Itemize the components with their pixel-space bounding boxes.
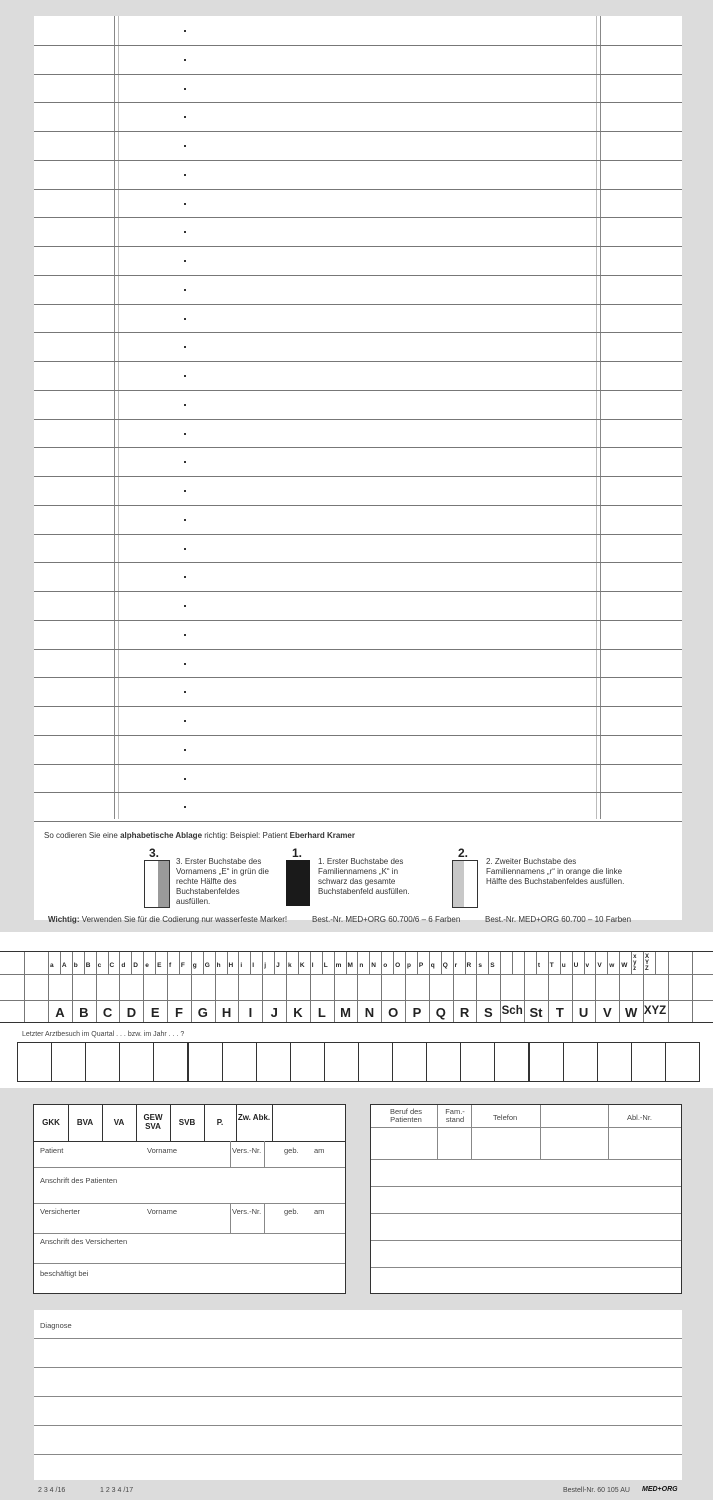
small-letter-cell: S xyxy=(490,962,495,969)
ruled-line xyxy=(34,649,682,650)
famstand-label: Fam.- stand xyxy=(445,1107,465,1124)
ruled-line xyxy=(34,102,682,103)
strip-divider xyxy=(655,952,656,974)
abl-label: Abl.-Nr. xyxy=(627,1113,653,1122)
step-1-text: 1. Erster Buchstabe des Familiennamens „K“ in schwarz das gesamte Buchstabenfeld ausfüllen. xyxy=(318,857,410,896)
ruled-sheet xyxy=(34,16,682,920)
ruled-line xyxy=(34,735,682,736)
small-letter-cell: d xyxy=(121,962,126,969)
ruled-line xyxy=(34,677,682,678)
insurance-type-0[interactable]: GKK xyxy=(42,1118,60,1127)
small-letter-cell: s xyxy=(478,962,483,969)
visit-cell[interactable] xyxy=(494,1042,529,1082)
ruled-line xyxy=(34,476,682,477)
row-dot xyxy=(184,548,186,550)
insurance-box xyxy=(33,1104,346,1294)
small-letter-cell: b xyxy=(73,962,78,969)
strip-divider xyxy=(119,975,120,1022)
insured-am-label: am xyxy=(314,1207,325,1216)
telefon-label: Telefon xyxy=(493,1113,518,1122)
strip-divider xyxy=(536,952,537,974)
row-dot xyxy=(184,116,186,118)
strip-divider xyxy=(191,975,192,1022)
big-letter-cell: St xyxy=(529,1005,543,1020)
visit-cell[interactable] xyxy=(85,1042,120,1082)
small-letter-cell: M xyxy=(347,962,353,969)
strip-divider xyxy=(429,975,430,1022)
strip-divider xyxy=(143,952,144,974)
patient-address-label: Anschrift des Patienten xyxy=(40,1176,118,1185)
big-letter-cell: P xyxy=(412,1005,422,1020)
strip-divider xyxy=(310,952,311,974)
strip-divider xyxy=(310,975,311,1022)
small-letter-cell: u xyxy=(561,962,566,969)
row-dot xyxy=(184,461,186,463)
strip-divider xyxy=(215,952,216,974)
big-letter-cell: H xyxy=(221,1005,232,1020)
big-letter-cell: I xyxy=(248,1005,253,1020)
step-3-text: 3. Erster Buchstabe des Vornamens „E“ in grün die rechte Hälfte des Buchstabenfeldes ausfüllen. xyxy=(176,857,269,906)
small-letter-cell: n xyxy=(359,962,364,969)
visit-cell[interactable] xyxy=(631,1042,666,1082)
strip-divider xyxy=(48,952,49,974)
strip-divider xyxy=(381,952,382,974)
visit-cell[interactable] xyxy=(460,1042,495,1082)
small-letter-cell: f xyxy=(169,962,172,969)
small-letter-cell: l xyxy=(311,962,314,969)
order-number-6: Best.-Nr. MED+ORG 60.700/6 – 6 Farben xyxy=(312,915,461,924)
strip-divider xyxy=(238,975,239,1022)
order-number-10: Best.-Nr. MED+ORG 60.700 – 10 Farben xyxy=(485,915,632,924)
strip-divider xyxy=(668,952,669,1022)
row-dot xyxy=(184,576,186,578)
row-dot xyxy=(184,318,186,320)
visit-cell[interactable] xyxy=(426,1042,461,1082)
row-dot xyxy=(184,490,186,492)
small-letter-cell: c xyxy=(97,962,102,969)
column-divider-right-2 xyxy=(600,16,601,819)
geb-label: geb. xyxy=(284,1146,299,1155)
instruction-line: So codieren Sie eine alphabetische Ablage richtig: Beispiel: Patient Eberhard Kramer xyxy=(44,831,355,840)
row-dot xyxy=(184,605,186,607)
strip-divider xyxy=(500,975,501,1022)
big-letter-cell: O xyxy=(388,1005,399,1020)
strip-divider xyxy=(560,952,561,974)
step-2-text: 2. Zweiter Buchstabe des Familiennamens „r“ in orange die linke Hälfte des Buchstabenfeldes ausfüllen. xyxy=(486,857,625,886)
strip-divider xyxy=(572,952,573,974)
small-letter-cell: X Y Z xyxy=(645,954,650,972)
row-dot xyxy=(184,720,186,722)
small-letter-cell: T xyxy=(549,962,554,969)
small-letter-cell: p xyxy=(407,962,411,969)
small-letter-cell: o xyxy=(383,962,388,969)
small-letter-cell: U xyxy=(573,962,579,969)
visit-cell[interactable] xyxy=(563,1042,598,1082)
small-letter-cell: q xyxy=(430,962,435,969)
strip-divider xyxy=(619,952,620,974)
strip-divider xyxy=(548,975,549,1022)
column-divider-left-2 xyxy=(118,16,119,819)
ruled-line xyxy=(34,189,682,190)
row-dot xyxy=(184,634,186,636)
big-letter-cell: R xyxy=(459,1005,470,1020)
row-dot xyxy=(184,59,186,61)
visit-cell[interactable] xyxy=(51,1042,86,1082)
strip-divider xyxy=(441,952,442,974)
ruled-line xyxy=(34,447,682,448)
strip-divider xyxy=(595,975,596,1022)
big-letter-cell: K xyxy=(293,1005,303,1020)
brand-logo: MED+ORG xyxy=(642,1486,678,1493)
big-letter-cell: U xyxy=(578,1005,589,1020)
footer-years-17: 1 2 3 4 /17 xyxy=(100,1487,134,1494)
small-letter-cell: w xyxy=(609,962,615,969)
strip-divider xyxy=(334,952,335,974)
small-letter-cell: g xyxy=(192,962,197,969)
strip-divider xyxy=(96,952,97,974)
row-dot xyxy=(184,88,186,90)
strip-divider xyxy=(405,952,406,974)
small-letter-cell: J xyxy=(276,962,280,969)
insurance-type-6[interactable]: Zw. Abk. xyxy=(237,1113,271,1122)
insured-versnr-label: Vers.-Nr. xyxy=(232,1207,262,1216)
row-dot xyxy=(184,260,186,262)
step-1-number: 1. xyxy=(292,846,303,860)
row-dot xyxy=(184,375,186,377)
ruled-line xyxy=(34,45,682,46)
step-3-number: 3. xyxy=(149,846,160,860)
strip-divider xyxy=(465,952,466,974)
strip-divider xyxy=(595,952,596,974)
big-letter-cell: A xyxy=(55,1005,65,1020)
row-dot xyxy=(184,806,186,808)
beruf-label: Beruf des Patienten xyxy=(389,1107,423,1124)
strip-divider xyxy=(72,952,73,974)
ruled-line xyxy=(34,706,682,707)
big-letter-cell: XYZ xyxy=(643,1005,667,1017)
visit-cell[interactable] xyxy=(529,1042,564,1082)
small-letter-cell: O xyxy=(395,962,401,969)
visit-cell[interactable] xyxy=(153,1042,188,1082)
strip-divider xyxy=(60,952,61,974)
step-3-swatch xyxy=(144,860,170,908)
big-letter-cell: Sch xyxy=(501,1005,523,1017)
strip-divider xyxy=(476,952,477,974)
ruled-line xyxy=(34,361,682,362)
step-1-swatch xyxy=(286,860,310,906)
strip-divider xyxy=(215,975,216,1022)
strip-divider xyxy=(72,975,73,1022)
strip-divider xyxy=(476,975,477,1022)
step-2-swatch xyxy=(452,860,478,908)
visit-cell[interactable] xyxy=(256,1042,291,1082)
ruled-line xyxy=(34,74,682,75)
ruled-line xyxy=(34,534,682,535)
small-letter-cell: Q xyxy=(442,962,448,969)
strip-divider xyxy=(393,952,394,974)
strip-divider xyxy=(155,952,156,974)
ruled-line xyxy=(34,419,682,420)
strip-divider xyxy=(143,975,144,1022)
small-letter-cell: P xyxy=(418,962,424,969)
row-dot xyxy=(184,404,186,406)
visit-cell[interactable] xyxy=(324,1042,359,1082)
small-letter-cell: I xyxy=(252,962,255,969)
ruled-line xyxy=(34,246,682,247)
row-dot xyxy=(184,433,186,435)
ruled-line xyxy=(34,764,682,765)
small-letter-cell: r xyxy=(454,962,458,969)
small-letter-cell: V xyxy=(597,962,602,969)
strip-divider xyxy=(453,952,454,974)
small-letter-cell: A xyxy=(61,962,67,969)
ruled-line xyxy=(34,131,682,132)
strip-divider xyxy=(619,975,620,1022)
insured-label: Versicherter xyxy=(40,1207,81,1216)
small-letter-cell: h xyxy=(216,962,221,969)
big-letter-cell: S xyxy=(484,1005,493,1020)
big-letter-cell: F xyxy=(175,1005,183,1020)
patient-details-box xyxy=(370,1104,682,1294)
big-letter-cell: B xyxy=(79,1005,89,1020)
visit-cell[interactable] xyxy=(290,1042,325,1082)
important-note: Wichtig: Verwenden Sie für die Codierung nur wasserfeste Marker! xyxy=(48,915,288,924)
ruled-line xyxy=(34,217,682,218)
row-dot xyxy=(184,663,186,665)
strip-divider xyxy=(417,952,418,974)
column-divider-right xyxy=(596,16,597,819)
strip-divider xyxy=(203,952,204,974)
strip-divider xyxy=(548,952,549,974)
big-letter-cell: M xyxy=(340,1005,352,1020)
strip-divider xyxy=(405,975,406,1022)
footer-years-16: 2 3 4 /16 xyxy=(38,1487,66,1494)
small-letter-cell: B xyxy=(85,962,91,969)
big-letter-cell: E xyxy=(150,1005,160,1020)
strip-divider xyxy=(262,975,263,1022)
column-divider-left xyxy=(114,16,115,819)
insurance-type-5[interactable]: P. xyxy=(216,1118,224,1127)
visit-cell[interactable] xyxy=(222,1042,257,1082)
diagnose-box xyxy=(34,1310,682,1480)
big-letter-cell: N xyxy=(364,1005,375,1020)
strip-divider xyxy=(488,952,489,974)
versnr-label: Vers.-Nr. xyxy=(232,1146,262,1155)
big-letter-cell: C xyxy=(102,1005,113,1020)
big-letter-cell: G xyxy=(197,1005,208,1020)
ruled-line xyxy=(34,562,682,563)
small-letter-cell: v xyxy=(585,962,590,969)
strip-divider xyxy=(167,952,168,974)
insurance-type-divider xyxy=(272,1105,273,1141)
strip-divider xyxy=(167,975,168,1022)
insurance-type-1[interactable]: BVA xyxy=(76,1118,94,1127)
insurance-type-2[interactable]: VA xyxy=(113,1118,125,1127)
strip-divider xyxy=(643,952,644,974)
employed-label: beschäftigt bei xyxy=(40,1269,89,1278)
ruled-line xyxy=(34,821,682,822)
big-letter-cell: T xyxy=(555,1005,564,1020)
row-dot xyxy=(184,346,186,348)
strip-divider xyxy=(631,952,632,974)
small-letter-cell: D xyxy=(133,962,138,969)
vorname-label: Vorname xyxy=(147,1146,178,1155)
small-letter-cell: K xyxy=(299,962,305,969)
strip-divider xyxy=(429,952,430,974)
insurance-type-3[interactable]: GEW SVA xyxy=(143,1113,163,1131)
insurance-type-divider xyxy=(236,1105,237,1141)
small-letter-cell: E xyxy=(157,962,162,969)
am-label: am xyxy=(314,1146,325,1155)
diagnose-label: Diagnose xyxy=(40,1321,72,1330)
ruled-line xyxy=(34,390,682,391)
insured-vorname-label: Vorname xyxy=(147,1207,178,1216)
ruled-line xyxy=(34,792,682,793)
strip-divider xyxy=(298,952,299,974)
ruled-line xyxy=(34,275,682,276)
strip-divider xyxy=(179,952,180,974)
visit-cell[interactable] xyxy=(665,1042,700,1082)
small-letter-cell: F xyxy=(180,962,185,969)
strip-divider xyxy=(572,975,573,1022)
strip-divider xyxy=(262,952,263,974)
small-letter-cell: a xyxy=(50,962,54,969)
ruled-line xyxy=(34,160,682,161)
strip-divider xyxy=(500,952,501,974)
strip-divider xyxy=(24,952,25,1022)
strip-divider xyxy=(48,975,49,1022)
row-dot xyxy=(184,749,186,751)
insured-address-label: Anschrift des Versicherten xyxy=(40,1237,128,1246)
strip-divider xyxy=(84,952,85,974)
row-dot xyxy=(184,289,186,291)
strip-divider xyxy=(227,952,228,974)
strip-divider xyxy=(131,952,132,974)
visit-cell[interactable] xyxy=(17,1042,52,1082)
small-letter-cell: i xyxy=(240,962,243,969)
small-letter-cell: W xyxy=(621,962,628,969)
strip-divider xyxy=(250,952,251,974)
visit-cell[interactable] xyxy=(392,1042,427,1082)
small-letter-cell: j xyxy=(264,962,266,969)
small-letter-cell: k xyxy=(288,962,292,969)
strip-divider xyxy=(286,952,287,974)
strip-divider xyxy=(607,952,608,974)
strip-bottom-line xyxy=(0,1022,713,1023)
strip-divider xyxy=(96,975,97,1022)
small-letter-cell: m xyxy=(335,962,342,969)
ruled-line xyxy=(34,332,682,333)
small-letter-cell: L xyxy=(323,962,328,969)
visit-cell[interactable] xyxy=(358,1042,393,1082)
strip-divider xyxy=(524,952,525,974)
insured-geb-label: geb. xyxy=(284,1207,299,1216)
strip-divider xyxy=(524,975,525,1022)
strip-divider xyxy=(692,952,693,1022)
row-dot xyxy=(184,519,186,521)
small-letter-cell: e xyxy=(145,962,149,969)
row-dot xyxy=(184,778,186,780)
row-dot xyxy=(184,30,186,32)
visits-label: Letzter Arztbesuch im Quartal . . . bzw. im Jahr . . . ? xyxy=(22,1031,185,1038)
ruled-line xyxy=(34,620,682,621)
ruled-line xyxy=(34,591,682,592)
strip-divider xyxy=(274,952,275,974)
small-letter-cell: R xyxy=(466,962,472,969)
footer-order-number: Bestell-Nr. 60 105 AU xyxy=(563,1487,630,1494)
strip-divider xyxy=(119,952,120,974)
strip-divider xyxy=(369,952,370,974)
row-dot xyxy=(184,231,186,233)
big-letter-cell: W xyxy=(625,1005,638,1020)
row-dot xyxy=(184,145,186,147)
small-letter-cell: x y z xyxy=(633,954,637,972)
visit-cell[interactable] xyxy=(597,1042,632,1082)
big-letter-cell: J xyxy=(270,1005,278,1020)
strip-divider xyxy=(357,975,358,1022)
small-letter-cell: C xyxy=(109,962,115,969)
small-letter-cell: G xyxy=(204,962,210,969)
big-letter-cell: Q xyxy=(435,1005,446,1020)
strip-divider xyxy=(346,952,347,974)
row-dot xyxy=(184,691,186,693)
strip-divider xyxy=(238,952,239,974)
ruled-line xyxy=(34,505,682,506)
small-letter-cell: t xyxy=(537,962,541,969)
small-letter-cell: N xyxy=(371,962,376,969)
big-letter-cell: V xyxy=(603,1005,612,1020)
strip-divider xyxy=(334,975,335,1022)
strip-divider xyxy=(322,952,323,974)
strip-divider xyxy=(357,952,358,974)
strip-divider xyxy=(286,975,287,1022)
row-dot xyxy=(184,174,186,176)
visit-cell[interactable] xyxy=(188,1042,223,1082)
patient-label: Patient xyxy=(40,1146,64,1155)
strip-divider xyxy=(108,952,109,974)
strip-divider xyxy=(191,952,192,974)
visit-cell[interactable] xyxy=(119,1042,154,1082)
step-2-number: 2. xyxy=(458,846,469,860)
ruled-line xyxy=(34,304,682,305)
strip-divider xyxy=(453,975,454,1022)
strip-divider xyxy=(512,952,513,974)
strip-divider xyxy=(643,975,644,1022)
strip-divider xyxy=(381,975,382,1022)
small-letter-cell: H xyxy=(228,962,234,969)
insurance-type-4[interactable]: SVB xyxy=(178,1118,196,1127)
row-dot xyxy=(184,203,186,205)
big-letter-cell: D xyxy=(126,1005,137,1020)
big-letter-cell: L xyxy=(317,1005,326,1020)
strip-divider xyxy=(584,952,585,974)
